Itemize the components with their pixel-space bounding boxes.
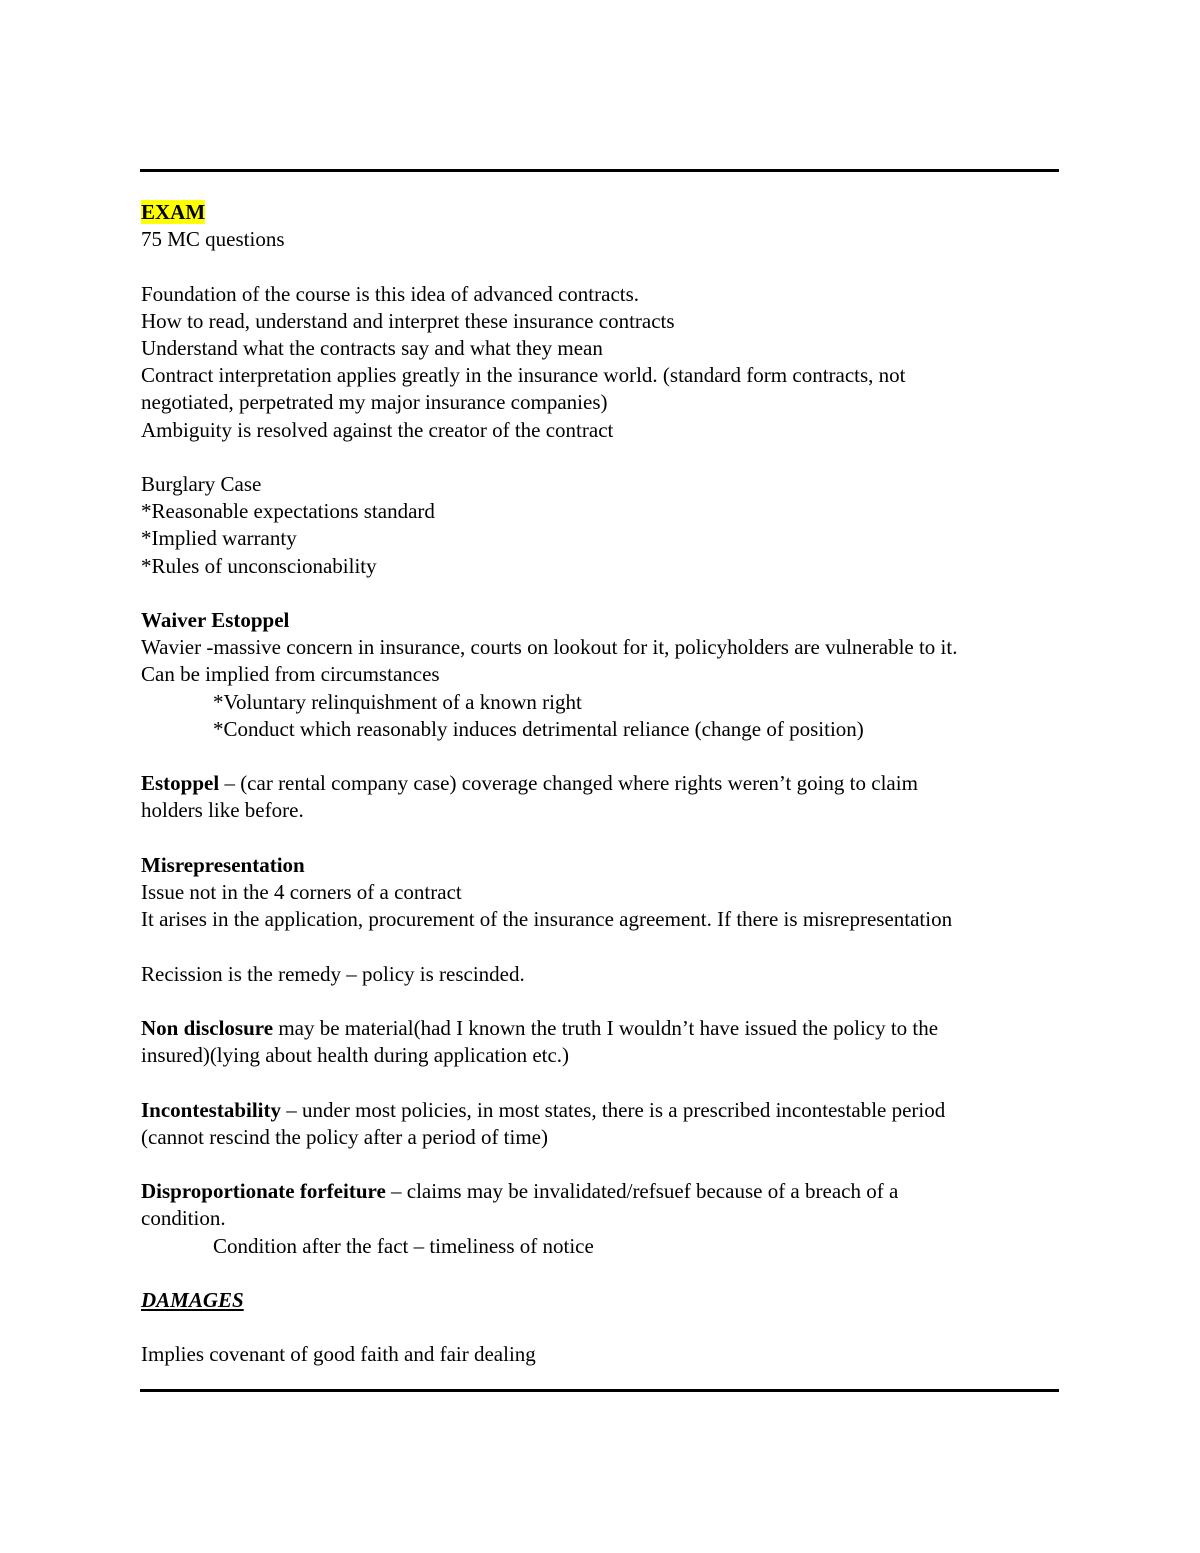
intro-line-3: Understand what the contracts say and what they mean xyxy=(141,336,603,360)
spacer xyxy=(141,1069,1071,1096)
incontestability-line-2: (cannot rescind the policy after a period of time) xyxy=(141,1124,548,1149)
spacer xyxy=(141,825,1071,852)
estoppel-term: Estoppel xyxy=(141,771,220,796)
forfeiture-indented-line: Condition after the fact – timeliness of notice xyxy=(213,1233,594,1258)
top-horizontal-rule xyxy=(140,169,1059,172)
spacer xyxy=(141,933,1071,960)
waiver-item-1: *Voluntary relinquishment of a known right xyxy=(213,689,582,714)
spacer xyxy=(141,1151,1071,1178)
burglary-item-2: *Implied warranty xyxy=(141,526,297,551)
burglary-item-3: *Rules of unconscionability xyxy=(141,553,377,578)
estoppel-line-1 xyxy=(141,770,1071,797)
misrepresentation-line-2: It arises in the application, procurement of the insurance agreement. If there is misrepresentation xyxy=(141,907,953,932)
misrepresentation-line-1: Issue not in the 4 corners of a contract xyxy=(141,880,462,904)
forfeiture-text: – claims may be invalidated/refsuef because of a breach of a xyxy=(385,1179,899,1204)
non-disclosure-text: may be material(had I known the truth I wouldn’t have issued the policy to the xyxy=(273,1015,939,1040)
intro-line-6: Ambiguity is resolved against the creator of the contract xyxy=(141,417,614,442)
intro-line-2: How to read, understand and interpret these insurance contracts xyxy=(141,308,675,333)
incontestability-text: – under most policies, in most states, there is a prescribed incontestable period xyxy=(281,1097,946,1122)
incontestability-line-1 xyxy=(141,1097,1071,1124)
burglary-item-1: *Reasonable expectations standard xyxy=(141,499,435,524)
estoppel-text: – (car rental company case) coverage changed where rights weren’t going to claim xyxy=(219,771,918,796)
burglary-title: Burglary Case xyxy=(141,472,262,496)
forfeiture-line-1 xyxy=(141,1178,1071,1205)
spacer xyxy=(141,444,1071,471)
spacer xyxy=(141,1314,1071,1341)
estoppel-line-2: holders like before. xyxy=(141,798,304,823)
intro-line-4: Contract interpretation applies greatly in the insurance world. (standard form contracts, not xyxy=(141,363,906,388)
non-disclosure-line-1 xyxy=(141,1015,1071,1042)
exam-heading-line xyxy=(141,199,1071,226)
intro-line-5: negotiated, perpetrated my major insurance companies) xyxy=(141,390,608,415)
non-disclosure-line-2: insured)(lying about health during application etc.) xyxy=(141,1043,570,1068)
forfeiture-term: Disproportionate forfeiture xyxy=(141,1179,386,1204)
non-disclosure-term: Non disclosure xyxy=(141,1015,274,1040)
incontestability-term: Incontestability xyxy=(141,1097,282,1122)
damages-heading-line xyxy=(141,1287,1071,1314)
spacer xyxy=(141,1260,1071,1287)
damages-heading: DAMAGES xyxy=(141,1287,244,1312)
spacer xyxy=(141,988,1071,1015)
spacer xyxy=(141,743,1071,770)
waiver-estoppel-heading: Waiver Estoppel xyxy=(141,608,290,632)
waiver-line-2: Can be implied from circumstances xyxy=(141,662,440,687)
spacer xyxy=(141,253,1071,280)
misrepresentation-heading: Misrepresentation xyxy=(141,852,305,877)
recission-line: Recission is the remedy – policy is rescinded. xyxy=(141,961,525,986)
forfeiture-line-2: condition. xyxy=(141,1206,226,1231)
spacer xyxy=(141,580,1071,607)
exam-mc-questions: 75 MC questions xyxy=(141,227,285,252)
document-body xyxy=(141,199,1071,1369)
waiver-line-1: Wavier -massive concern in insurance, courts on lookout for it, policyholders are vulnerable to it. xyxy=(141,635,958,660)
exam-heading: EXAM xyxy=(141,200,206,224)
intro-line-1: Foundation of the course is this idea of advanced contracts. xyxy=(141,281,640,306)
bottom-horizontal-rule xyxy=(140,1389,1059,1392)
waiver-item-2: *Conduct which reasonably induces detrimental reliance (change of position) xyxy=(213,716,864,741)
damages-line-1: Implies covenant of good faith and fair dealing xyxy=(141,1342,536,1367)
